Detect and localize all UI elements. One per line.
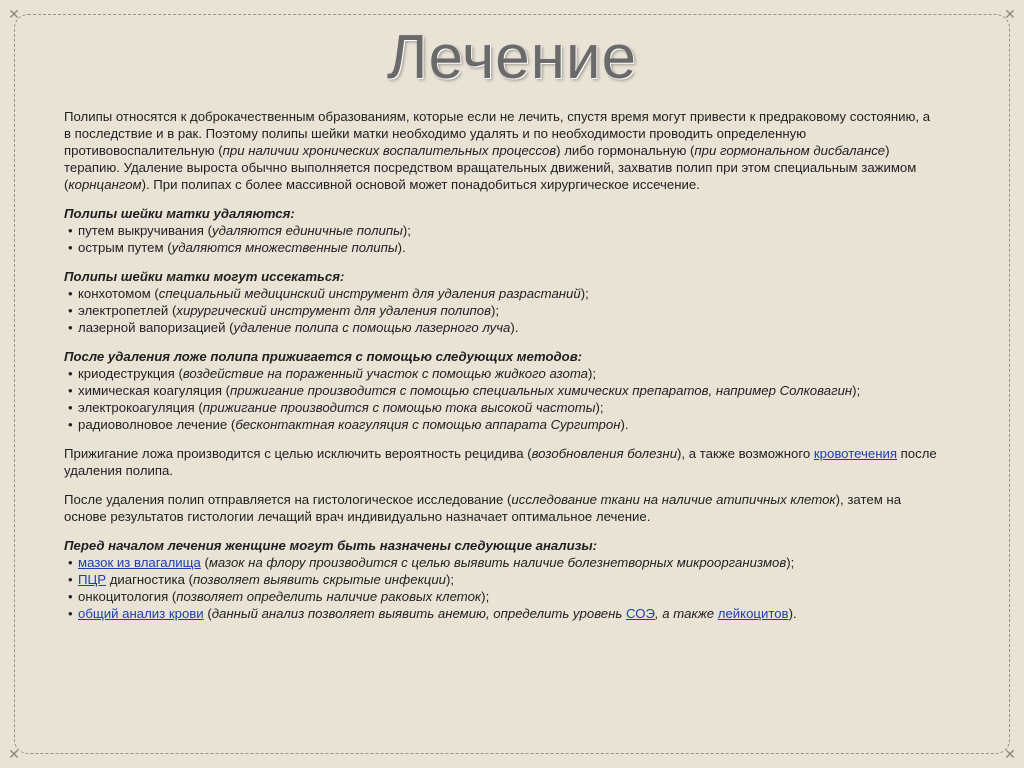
text: электропетлей ( (78, 303, 177, 318)
text: ); (588, 366, 597, 381)
italic-text: позволяет определить наличие раковых клеток (176, 589, 482, 604)
intro-paragraph (64, 108, 940, 193)
italic-text: данный анализ позволяет выявить анемию, определить уровень (211, 606, 626, 621)
bullet: • (68, 286, 73, 301)
text: ( (200, 555, 209, 570)
pcr-link[interactable]: ПЦР (78, 572, 107, 587)
italic-text: прижигание производится с помощью специальных химических препаратов, например Солковагин (230, 383, 853, 398)
italic-text: при гормональном дисбалансе (694, 143, 886, 158)
bullet: • (68, 572, 73, 587)
bullet: • (68, 589, 73, 604)
italic-text: возобновления болезни (531, 446, 678, 461)
italic-text: прижигание производится с помощью тока высокой частоты (202, 400, 596, 415)
text: Полипы относятся к доброкачественным образованиям, которые если не лечить, спустя время могут привести к предраковому состоянию, а в последствие и в рак. Поэтому полипы шейки матки необходимо удалять и по необходимости проводить определенную противовоспалительную ( (64, 109, 931, 158)
italic-text: удаление полипа с помощью лазерного луча (233, 320, 511, 335)
text: После удаления полип отправляется на гистологическое исследование ( (64, 492, 512, 507)
text: ). (620, 417, 629, 432)
text: путем выкручивания ( (78, 223, 212, 238)
removed-list (64, 222, 940, 256)
section-heading-excised: Полипы шейки матки могут иссекаться: (64, 269, 345, 284)
corner-ornament: ✕ (8, 746, 20, 762)
list-item (64, 605, 940, 622)
list-item (64, 382, 940, 399)
excised-list (64, 285, 940, 336)
text: ); (786, 555, 795, 570)
italic-text: мазок на флору производится с целью выявить наличие болезнетворных микроорганизмов (208, 555, 787, 570)
text: ) терапию. Удаление выроста обычно выполняется посредством вращательных движений, захватив полип при этом специальным зажимом ( (64, 143, 917, 192)
text: Прижигание ложа производится с целью исключить вероятность рецидива ( (64, 446, 532, 461)
text: ). (788, 606, 797, 621)
list-item (64, 222, 940, 239)
italic-text: исследование ткани на наличие атипичных клеток (511, 492, 836, 507)
text: ). (510, 320, 519, 335)
page-title: Лечение (386, 23, 638, 92)
list-item (64, 399, 940, 416)
text: ). (397, 240, 406, 255)
main-content (64, 108, 940, 634)
list-item (64, 365, 940, 382)
bullet: • (68, 555, 73, 570)
italic-text: бесконтактная коагуляция с помощью аппарата Сургитрон (235, 417, 621, 432)
text: конхотомом ( (78, 286, 159, 301)
corner-ornament: ✕ (8, 6, 20, 22)
text: ); (580, 286, 589, 301)
list-item (64, 239, 940, 256)
section-heading-removed: Полипы шейки матки удаляются: (64, 206, 295, 221)
bleeding-link[interactable]: кровотечения (813, 446, 897, 461)
bullet: • (68, 303, 73, 318)
bullet: • (68, 223, 73, 238)
section-heading-tests: Перед началом лечения женщине могут быть назначены следующие анализы: (64, 538, 598, 553)
bullet: • (68, 417, 73, 432)
list-item (64, 285, 940, 302)
italic-text: , а также (654, 606, 718, 621)
text: после удаления полипа. (64, 446, 937, 478)
italic-text: хирургический инструмент для удаления полипов (176, 303, 492, 318)
text: ). При полипах с более массивной основой может понадобиться хирургическое иссечение. (141, 177, 700, 192)
smear-link[interactable]: мазок из влагалища (78, 555, 201, 570)
bullet: • (68, 383, 73, 398)
text: электрокоагуляция ( (78, 400, 203, 415)
text: ) либо гормональную ( (556, 143, 695, 158)
blood-test-link[interactable]: общий анализ крови (78, 606, 204, 621)
text: ), затем на основе результатов гистологии лечащий врач индивидуально назначает оптимальное лечение. (64, 492, 902, 524)
histology-paragraph (64, 491, 940, 525)
text: лазерной вапоризацией ( (78, 320, 234, 335)
text: ( (203, 606, 212, 621)
text: радиоволновое лечение ( (78, 417, 236, 432)
text: ); (852, 383, 861, 398)
italic-text: при наличии хронических воспалительных процессов (222, 143, 557, 158)
text: ); (446, 572, 455, 587)
bullet: • (68, 320, 73, 335)
italic-text: позволяет выявить скрытые инфекции (192, 572, 447, 587)
list-item (64, 571, 940, 588)
text: ); (491, 303, 500, 318)
tests-list (64, 554, 940, 622)
text: криодеструкция ( (78, 366, 183, 381)
italic-text: удаляются множественные полипы (171, 240, 398, 255)
text: онкоцитология ( (78, 589, 177, 604)
text: ); (402, 223, 411, 238)
list-item (64, 302, 940, 319)
esr-link[interactable]: СОЭ (625, 606, 655, 621)
bullet: • (68, 366, 73, 381)
list-item (64, 416, 940, 433)
text: ), а также возможного (677, 446, 814, 461)
bullet: • (68, 606, 73, 621)
italic-text: удаляются единичные полипы (212, 223, 403, 238)
bullet: • (68, 240, 73, 255)
bullet: • (68, 400, 73, 415)
cauterize-list (64, 365, 940, 433)
italic-text: корнцангом (68, 177, 142, 192)
text: диагностика ( (106, 572, 193, 587)
corner-ornament: ✕ (1004, 746, 1016, 762)
list-item (64, 554, 940, 571)
text: ); (481, 589, 490, 604)
list-item (64, 588, 940, 605)
relapse-paragraph (64, 445, 940, 479)
corner-ornament: ✕ (1004, 6, 1016, 22)
italic-text: воздействие на пораженный участок с помощью жидкого азота (182, 366, 589, 381)
text: ); (595, 400, 604, 415)
list-item (64, 319, 940, 336)
section-heading-cauterize: После удаления ложе полипа прижигается с помощью следующих методов: (64, 349, 583, 364)
text: острым путем ( (78, 240, 172, 255)
italic-text: специальный медицинский инструмент для удаления разрастаний (158, 286, 581, 301)
text: химическая коагуляция ( (78, 383, 231, 398)
leukocytes-link[interactable]: лейкоцитов (717, 606, 789, 621)
